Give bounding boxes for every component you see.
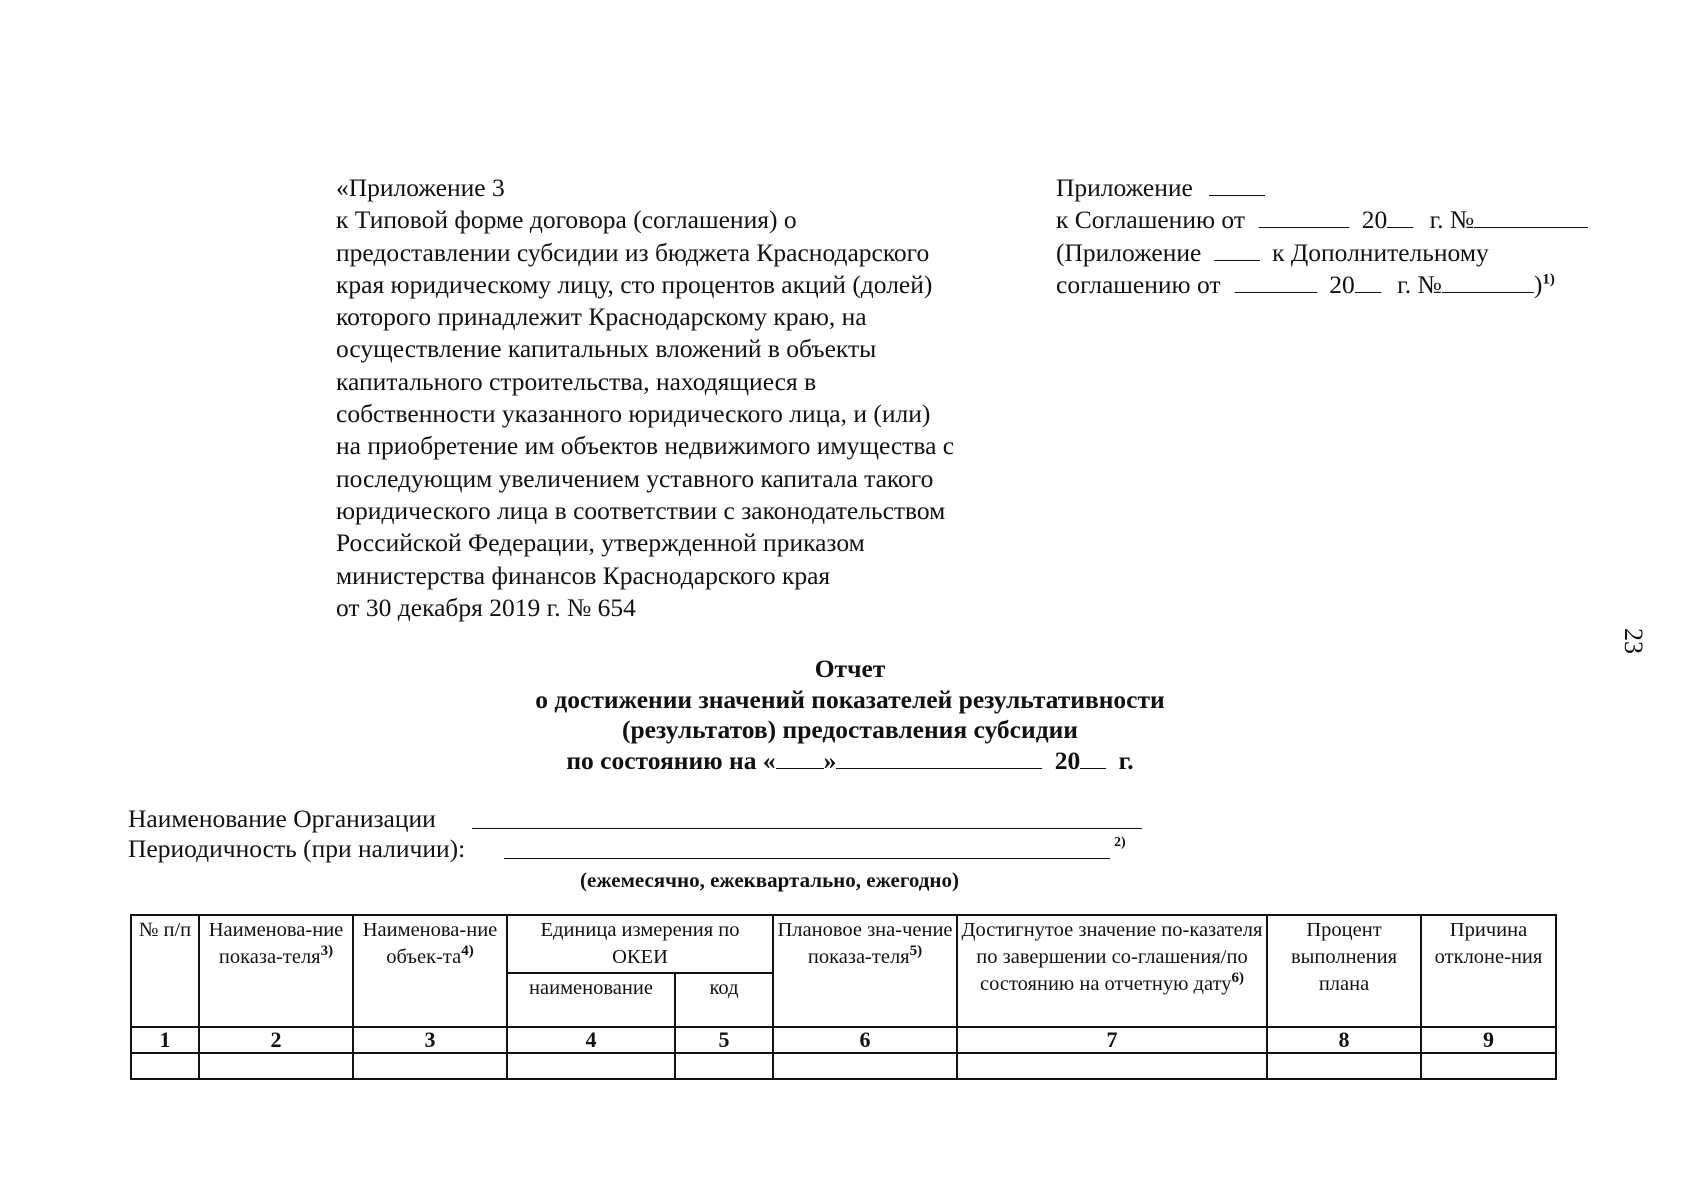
supplement-label: (Приложение xyxy=(1056,237,1202,267)
column-number: 4 xyxy=(507,1027,675,1053)
agreement-date-label: к Соглашению от xyxy=(1056,205,1245,235)
table-cell xyxy=(353,1053,507,1079)
agreement-date-field xyxy=(1259,205,1349,228)
appendix-number-field xyxy=(1209,173,1265,196)
report-year-suffix: г. xyxy=(1118,745,1134,775)
periodicity-row xyxy=(128,834,1168,864)
appendix-line: собственности указанного юридического лица, и (или) xyxy=(336,399,931,429)
footnote-2: 2) xyxy=(1114,835,1126,850)
table-cell xyxy=(507,1053,675,1079)
column-number: 3 xyxy=(353,1027,507,1053)
title-line-2: о достижении значений показателей результативности xyxy=(535,684,1165,714)
supplement-date-field xyxy=(1235,270,1317,293)
agreement-line-2 xyxy=(1056,204,1616,236)
organization-block xyxy=(128,804,1168,864)
appendix-line: юридического лица в соответствии с законодательством xyxy=(336,495,946,525)
appendix-line: «Приложение 3 xyxy=(336,173,505,202)
table-cell xyxy=(957,1053,1267,1079)
column-number: 9 xyxy=(1421,1027,1556,1053)
appendix-line: Российской Федерации, утвержденной приказом xyxy=(336,528,865,558)
table-header-row xyxy=(131,915,1556,973)
supplement-number-field xyxy=(1214,238,1260,261)
agreement-year-label: 20 xyxy=(1361,205,1388,235)
table-cell xyxy=(199,1053,353,1079)
appendix-line: которого принадлежит Краснодарскому краю, на xyxy=(336,302,867,332)
column-number: 5 xyxy=(675,1027,773,1053)
header-indicator xyxy=(199,915,353,1027)
report-year-label: 20 xyxy=(1054,745,1081,775)
header-unit-code: код xyxy=(675,973,773,1027)
supplement-suffix: к Дополнительному xyxy=(1272,237,1489,267)
supplement-number-field xyxy=(1442,270,1534,293)
title-line-1: Отчет xyxy=(814,654,886,683)
column-number: 2 xyxy=(199,1027,353,1053)
periodicity-label: Периодичность (при наличии): xyxy=(128,834,466,863)
report-year-field xyxy=(1080,748,1106,769)
agreement-number-field xyxy=(1474,205,1588,228)
table-cell xyxy=(675,1053,773,1079)
page-number: 23 xyxy=(1619,628,1648,654)
column-number: 8 xyxy=(1267,1027,1421,1053)
report-month-field xyxy=(836,748,1042,769)
supplement-date-label: соглашению от xyxy=(1056,269,1221,299)
agreement-line-1 xyxy=(1056,172,1616,204)
header-num: № п/п xyxy=(131,915,199,1027)
appendix-line: края юридическому лицу, сто процентов акций (долей) xyxy=(336,269,933,299)
footnote-6: 6) xyxy=(1231,970,1244,987)
organization-name-label: Наименование Организации xyxy=(128,804,436,833)
agreement-header xyxy=(1056,172,1616,301)
table-cell xyxy=(131,1053,199,1079)
appendix-line: к Типовой форме договора (соглашения) о xyxy=(336,205,797,235)
appendix-line: министерства финансов Краснодарского края xyxy=(336,560,831,590)
appendix-line: капитального строительства, находящиеся в xyxy=(336,366,817,396)
title-line-3: (результатов) предоставления субсидии xyxy=(622,715,1078,744)
table-cell xyxy=(1421,1053,1556,1079)
footnote-3: 3) xyxy=(320,943,334,960)
report-date-prefix: по состоянию на « xyxy=(566,745,776,775)
appendix-label: Приложение xyxy=(1056,173,1193,202)
table-row xyxy=(131,1053,1556,1079)
organization-name-row xyxy=(128,804,1168,834)
agreement-number-label: г. № xyxy=(1429,205,1475,235)
supplement-number-label: г. № xyxy=(1397,269,1442,299)
header-plan xyxy=(773,915,957,1027)
header-unit-name: наименование xyxy=(507,973,675,1027)
header-reason: Причина отклоне-ния xyxy=(1421,915,1556,1027)
supplement-year-field xyxy=(1355,270,1381,293)
agreement-line-4 xyxy=(1056,269,1616,301)
indicators-table xyxy=(130,914,1557,1080)
agreement-year-field xyxy=(1387,205,1413,228)
header-indicator-text: Наименова-ние показа-теля xyxy=(208,919,344,968)
header-object-text: Наименова-ние объек-та xyxy=(362,919,498,968)
periodicity-hint: (ежемесячно, ежеквартально, ежегодно) xyxy=(580,868,959,892)
supplement-year-label: 20 xyxy=(1329,269,1355,299)
footnote-4: 4) xyxy=(461,943,474,960)
appendix-line: от 30 декабря 2019 г. № 654 xyxy=(336,592,636,622)
footnote-5: 5) xyxy=(909,943,923,960)
report-day-field xyxy=(776,748,824,769)
report-title xyxy=(400,654,1300,776)
appendix-line: на приобретение им объектов недвижимого имущества с xyxy=(336,431,955,461)
table-cell xyxy=(1267,1053,1421,1079)
appendix-header xyxy=(336,172,1036,624)
header-percent: Процент выполнения плана xyxy=(1267,915,1421,1027)
table-cell xyxy=(773,1053,957,1079)
appendix-line: предоставлении субсидии из бюджета Краснодарского xyxy=(336,237,930,267)
header-object xyxy=(353,915,507,1027)
column-number: 6 xyxy=(773,1027,957,1053)
header-plan-text: Плановое зна-чение показа-теля xyxy=(777,919,953,968)
title-line-4 xyxy=(400,746,1300,777)
column-number: 1 xyxy=(131,1027,199,1053)
column-number: 7 xyxy=(957,1027,1267,1053)
periodicity-field xyxy=(504,858,1110,859)
footnote-1: 1) xyxy=(1542,271,1555,288)
appendix-line: осуществление капитальных вложений в объекты xyxy=(336,334,877,364)
closing-paren: ) xyxy=(1533,269,1543,299)
column-number-row xyxy=(131,1027,1556,1053)
appendix-line: последующим увеличением уставного капитала такого xyxy=(336,463,934,493)
header-achieved xyxy=(957,915,1267,1027)
report-date-mid: » xyxy=(823,745,837,775)
agreement-line-3 xyxy=(1056,237,1616,269)
header-unit: Единица измерения по ОКЕИ xyxy=(507,915,773,973)
organization-name-field xyxy=(472,828,1142,829)
header-achieved-text: Достигнутое значение по-казателя по завершении со-глашения/по состоянию на отчетную дату xyxy=(961,919,1263,995)
